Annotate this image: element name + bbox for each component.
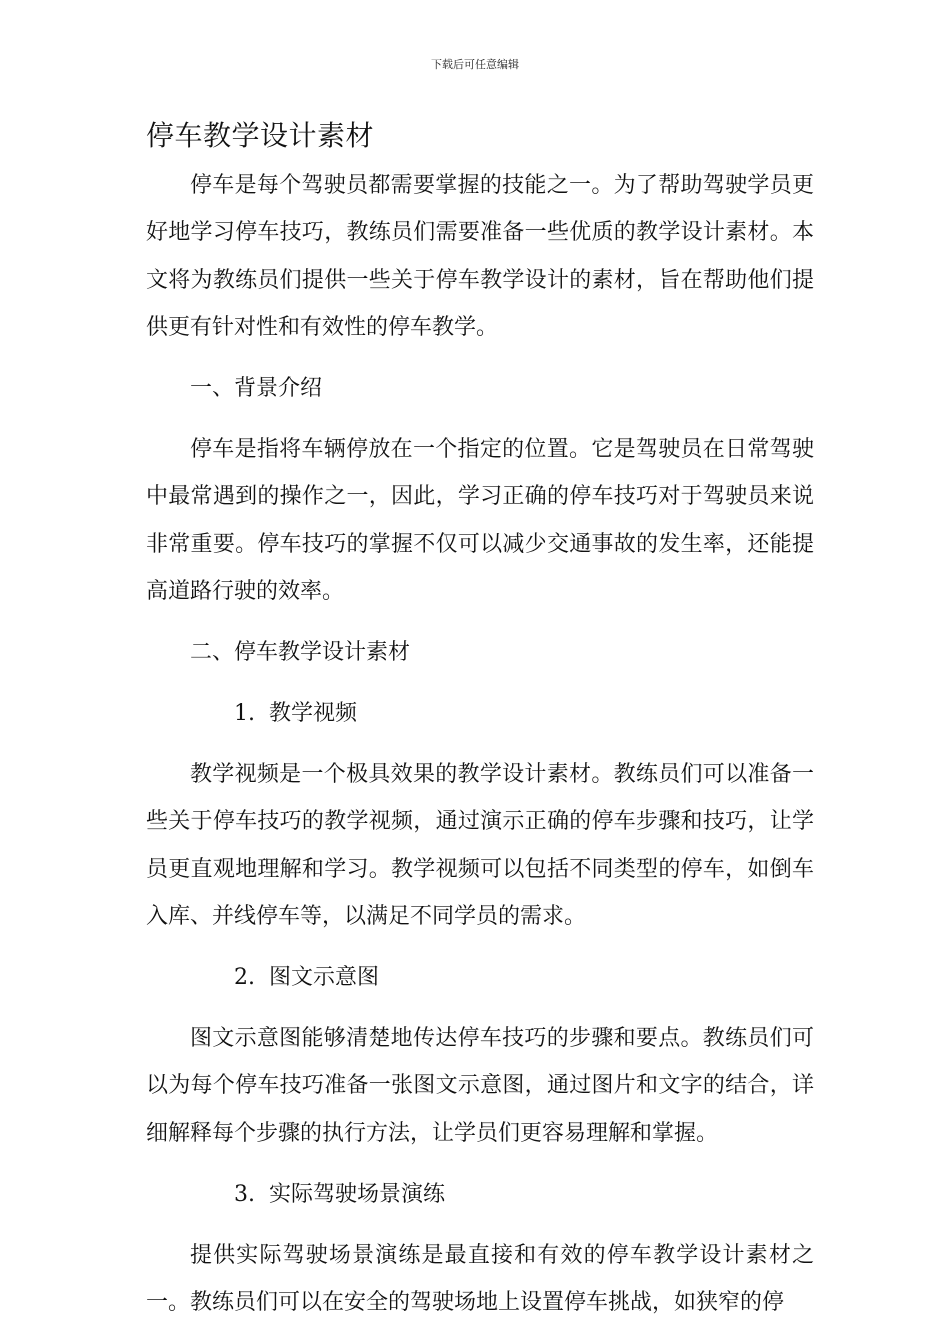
practice-paragraph: 提供实际驾驶场景演练是最直接和有效的停车教学设计素材之一。教练员们可以在安全的驾驶场地上设置停车挑战，如狭窄的停 bbox=[146, 1242, 814, 1316]
item-label: 图文示意图 bbox=[269, 965, 380, 991]
numbered-heading-diagram bbox=[146, 954, 814, 1001]
page-header-note: 下载后可任意编辑 bbox=[431, 58, 519, 71]
item-label: 实际驾驶场景演练 bbox=[269, 1181, 446, 1207]
document-title: 停车教学设计素材 bbox=[146, 119, 375, 152]
intro-paragraph: 停车是每个驾驶员都需要掌握的技能之一。为了帮助驾驶学员更好地学习停车技巧，教练员们需要准备一些优质的教学设计素材。本文将为教练员们提供一些关于停车教学设计的素材，旨在帮助他们提供更有针对性和有效性的停车教学。 bbox=[146, 173, 814, 341]
item-number: 1. bbox=[234, 701, 255, 727]
numbered-heading-practice bbox=[146, 1171, 814, 1218]
video-paragraph: 教学视频是一个极具效果的教学设计素材。教练员们可以准备一些关于停车技巧的教学视频，通过演示正确的停车步骤和技巧，让学员更直观地理解和学习。教学视频可以包括不同类型的停车，如倒车入库、并线停车等，以满足不同学员的需求。 bbox=[146, 761, 814, 930]
diagram-paragraph: 图文示意图能够清楚地传达停车技巧的步骤和要点。教练员们可以为每个停车技巧准备一张图文示意图，通过图片和文字的结合，详细解释每个步骤的执行方法，让学员们更容易理解和掌握。 bbox=[146, 1026, 814, 1146]
item-number: 3. bbox=[234, 1181, 255, 1207]
item-number: 2. bbox=[234, 965, 255, 991]
item-label: 教学视频 bbox=[269, 701, 358, 727]
section-heading-materials: 二、停车教学设计素材 bbox=[190, 640, 411, 666]
numbered-heading-video bbox=[146, 690, 814, 737]
background-paragraph: 停车是指将车辆停放在一个指定的位置。它是驾驶员在日常驾驶中最常遇到的操作之一，因此，学习正确的停车技巧对于驾驶员来说非常重要。停车技巧的掌握不仅可以减少交通事故的发生率，还能提高道路行驶的效率。 bbox=[146, 437, 814, 605]
document-body bbox=[146, 162, 814, 1340]
section-heading-background: 一、背景介绍 bbox=[190, 376, 323, 402]
